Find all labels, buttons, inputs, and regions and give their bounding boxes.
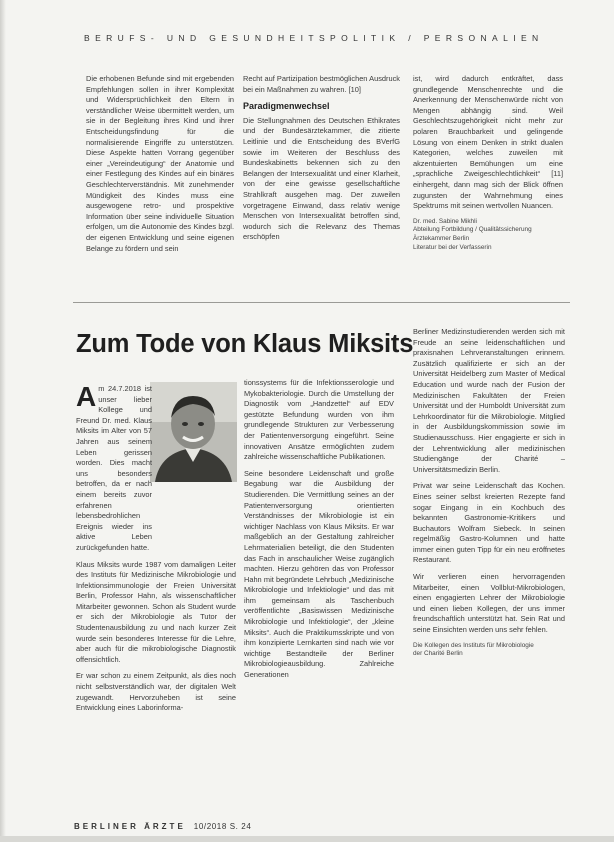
signature-line: Die Kollegen des Instituts für Mikrobiologie <box>413 641 534 649</box>
obituary-col3-para3: Wir verlieren einen hervorragenden Mitarbeiter, einen Vollblut-Mikrobiologen, einen engagierten Lehrer der Mikrobiologie und einen lieben Kollegen, der uns immer freundschaftlich unterstützt hat. Sein Rat und seine Einsichten werden uns sehr fehlen. <box>413 572 565 635</box>
issue-info: 10/2018 S. 24 <box>193 822 252 831</box>
obituary-col1-para2: Klaus Miksits wurde 1987 vom damaligen Leiter des Instituts für Medizinische Mikrobiologie und Infektionsimmunologie der Freien Universität Berlin, Professor Hahn, als wissenschaftlicher Mitarbeiter gewonnen. Schon als Student wurde er sich der Mikrobiologie als Tutor der Studentenausbildung zu und nach kurzer Zeit wurde sein besonderes Interesse für die Lehre, aber auch für die mikrobiologische Diagnostik offensichtlich. <box>76 559 236 664</box>
obituary-title: Zum Tode von Klaus Miksits <box>76 330 414 358</box>
obituary-col2-para2: Seine besondere Leidenschaft und große Begabung war die Ausbildung der Studierenden. Die Vermittlung seines an der Patientenversorgung orientierten Verständnisses der Mikrobiologie ist ein wichtiger Nachlass von Klaus Miksits. Er war maßgeblich an der Gestaltung zahlreicher Lehrmaterialien beteiligt, die den Studenten das Fach in anschaulicher Weise zugänglich machten. Hierzu gehören das von Professor Hahn mit begründete Lehrbuch „Medizinische Mikrobiologie und Infektiologie“ und das mit ihm gemeinsam als Taschenbuch veröffentlichte „Basiswissen Medizinische Mikrobiologie und Infektiologie“, der „kleine Miksits“. Auch die Praktikumsskripte und von ihm konzipierte Lernkarten sind nach wie vor wichtige Bestandteile der Berliner Mikrobiologieausbildung. Zahlreiche Generationen <box>244 468 394 680</box>
obituary-column-3 <box>413 327 565 767</box>
top-article-col3-text: ist, wird dadurch entkräftet, dass grundlegende Menschenrechte und die Anerkennung der Menschenwürde nicht von Mengen abhängig sind. Weil Geschlechtszugehörigkeit nicht mehr zur polaren Brauchbarkeit und gelingende Lösung von einem Denken in strikt dualen Kategorien, welches zuweilen mit akzentuierten Bemühungen um eine „sprachliche Zweigeschlechtlichkeit“ [11] einhergeht, dann mag sich der Blick öffnen zugunsten der Wahrnehmung eines Spektrums mit seinen wertvollen Nuancen. <box>413 74 563 211</box>
obituary-col3-para1: Berliner Medizinstudierenden werden sich mit Freude an seine leidenschaftlichen und praxisnahen Lehrveranstaltungen erinnern. Zusätzlich qualifizierte er sich an der Universität Heidelberg zum Master of Medical Education und wurde nach der Fusion der Medizinischen Fakultäten der Freien Universität und der Humboldt Universität zum Lehrkoordinator für die Mikrobiologie. Mitglied in der Ausbildungskommission sowie im Studienausschuss. Hier engagierte er sich in der Lehrentwicklung aller medizinischen Studiengänge der Charité – Universitätsmedizin Berlin. <box>413 327 565 474</box>
signature-line: der Charité Berlin <box>413 650 463 658</box>
signature-line: Literatur bei der Verfasserin <box>413 243 492 251</box>
top-article-signature <box>413 218 563 252</box>
magazine-name: BERLINER ÄRZTE <box>74 822 186 831</box>
top-article-column-2 <box>243 74 400 294</box>
top-article-col2-body: Die Stellungnahmen des Deutschen Ethikrates und der Bundesärztekammer, die zitierte Leitlinie und die Entscheidung des BVerfG sowie im Weiteren der Beschluss des Bundeskabinetts bekennen sich zu den Belangen der Intersexualität und einer Klarheit, von der eine gewisse gesellschaftliche Strahlkraft ausgehen mag. Der zuweilen vorgetragene Einwand, dass relativ wenige Menschen von Intersexualität betroffen sind, wodurch sich die Relevanz des Themas erschöpfen <box>243 115 400 242</box>
obituary-col2-para1: tionssystems für die Infektionsserologie und Mykobakteriologie. Durch die Umstellung der Diagnostik vom „Handzettel“ auf EDV gestützte Befundung wurden von ihm grundlegende Strukturen zur Verbesserung der Patientenversorgung eingeführt. Seine innovativen Ansätze ermöglichten zudem zahlreiche wissenschaftliche Publikationen. <box>244 378 394 462</box>
top-article-col2-top: Recht auf Partizipation bestmöglichen Ausdruck bei ein Maßnahmen zu wahren. [10] <box>243 74 400 94</box>
signature-line: Abteilung Fortbildung / Qualitätssicherung <box>413 226 532 234</box>
obituary-col1-intro <box>76 384 236 554</box>
scan-edge-left <box>0 0 6 842</box>
top-article-col1-text: Die erhobenen Befunde sind mit ergebenden Empfehlungen sollen in ihrer Komplexität und Widersprüchlichkeit den Eltern in verständlicher Weise übermittelt werden, um sie in der Begleitung ihres Kind und ihrer Entscheidungsfindung für die normalisierende Eingriffe zu unterstützen. Diese Aspekte hatten Vorrang gegenüber einer „Vereindeutigung“ der Anatomie und einer Festlegung des Kindes auf ein binäres Geschlechterverständnis. Mit zunehmender Mündigkeit des Kindes muss eine ausgewogene retro- und prospektive Information über seine individuelle Situation erfolgen, um die Autonomie des Kindes bzgl. der eigenen Entwicklung und seine eigenen Belange zu fördern und sein <box>86 74 234 253</box>
top-article-column-3 <box>413 74 563 296</box>
paradigm-subheading: Paradigmenwechsel <box>243 101 330 112</box>
obituary-col1-para3: Er war schon zu einem Zeitpunkt, als dies noch nicht selbstverständlich war, der digitalen Welt zugewandt. Hervorzuheben ist seine Entwicklung eines Laborinforma- <box>76 671 236 713</box>
obituary-col3-para2: Privat war seine Leidenschaft das Kochen. Eines seiner selbst kreierten Rezepte fand sogar Eingang in ein Kochbuch des bekannten Gastronomie-Kritikers und Buchautors Wolfram Siebeck. In seinen regelmäßig Gastro-Kolumnen und hatte immer einen guten Tipp für ein neu eröffnetes Restaurant. <box>413 481 565 565</box>
running-header: BERUFS- UND GESUNDHEITSPOLITIK / PERSONALIEN <box>84 33 544 43</box>
section-divider <box>73 302 570 303</box>
signature-line: Dr. med. Sabine Mikhli <box>413 217 477 225</box>
obituary-signature <box>413 642 565 659</box>
drop-cap: A <box>76 384 97 412</box>
top-article-column-1 <box>86 74 234 294</box>
obituary-column-1 <box>76 384 236 766</box>
signature-line: Ärztekammer Berlin <box>413 234 470 242</box>
scan-edge-bottom <box>0 836 614 842</box>
obituary-column-2 <box>244 378 394 768</box>
page-footer <box>74 822 251 831</box>
obituary-intro-text: m 24.7.2018 ist unser lieber Kollege und Freund Dr. med. Klaus Miksits im Alter von 57 Jahren aus seinem Leben gerissen worden. Dies macht uns besonders betroffen, da er nach einem bereits zuvor erfahrenen lebensbedrohlichen Ereignis wieder ins aktive Leben zurückgefunden hatte. <box>76 384 152 552</box>
